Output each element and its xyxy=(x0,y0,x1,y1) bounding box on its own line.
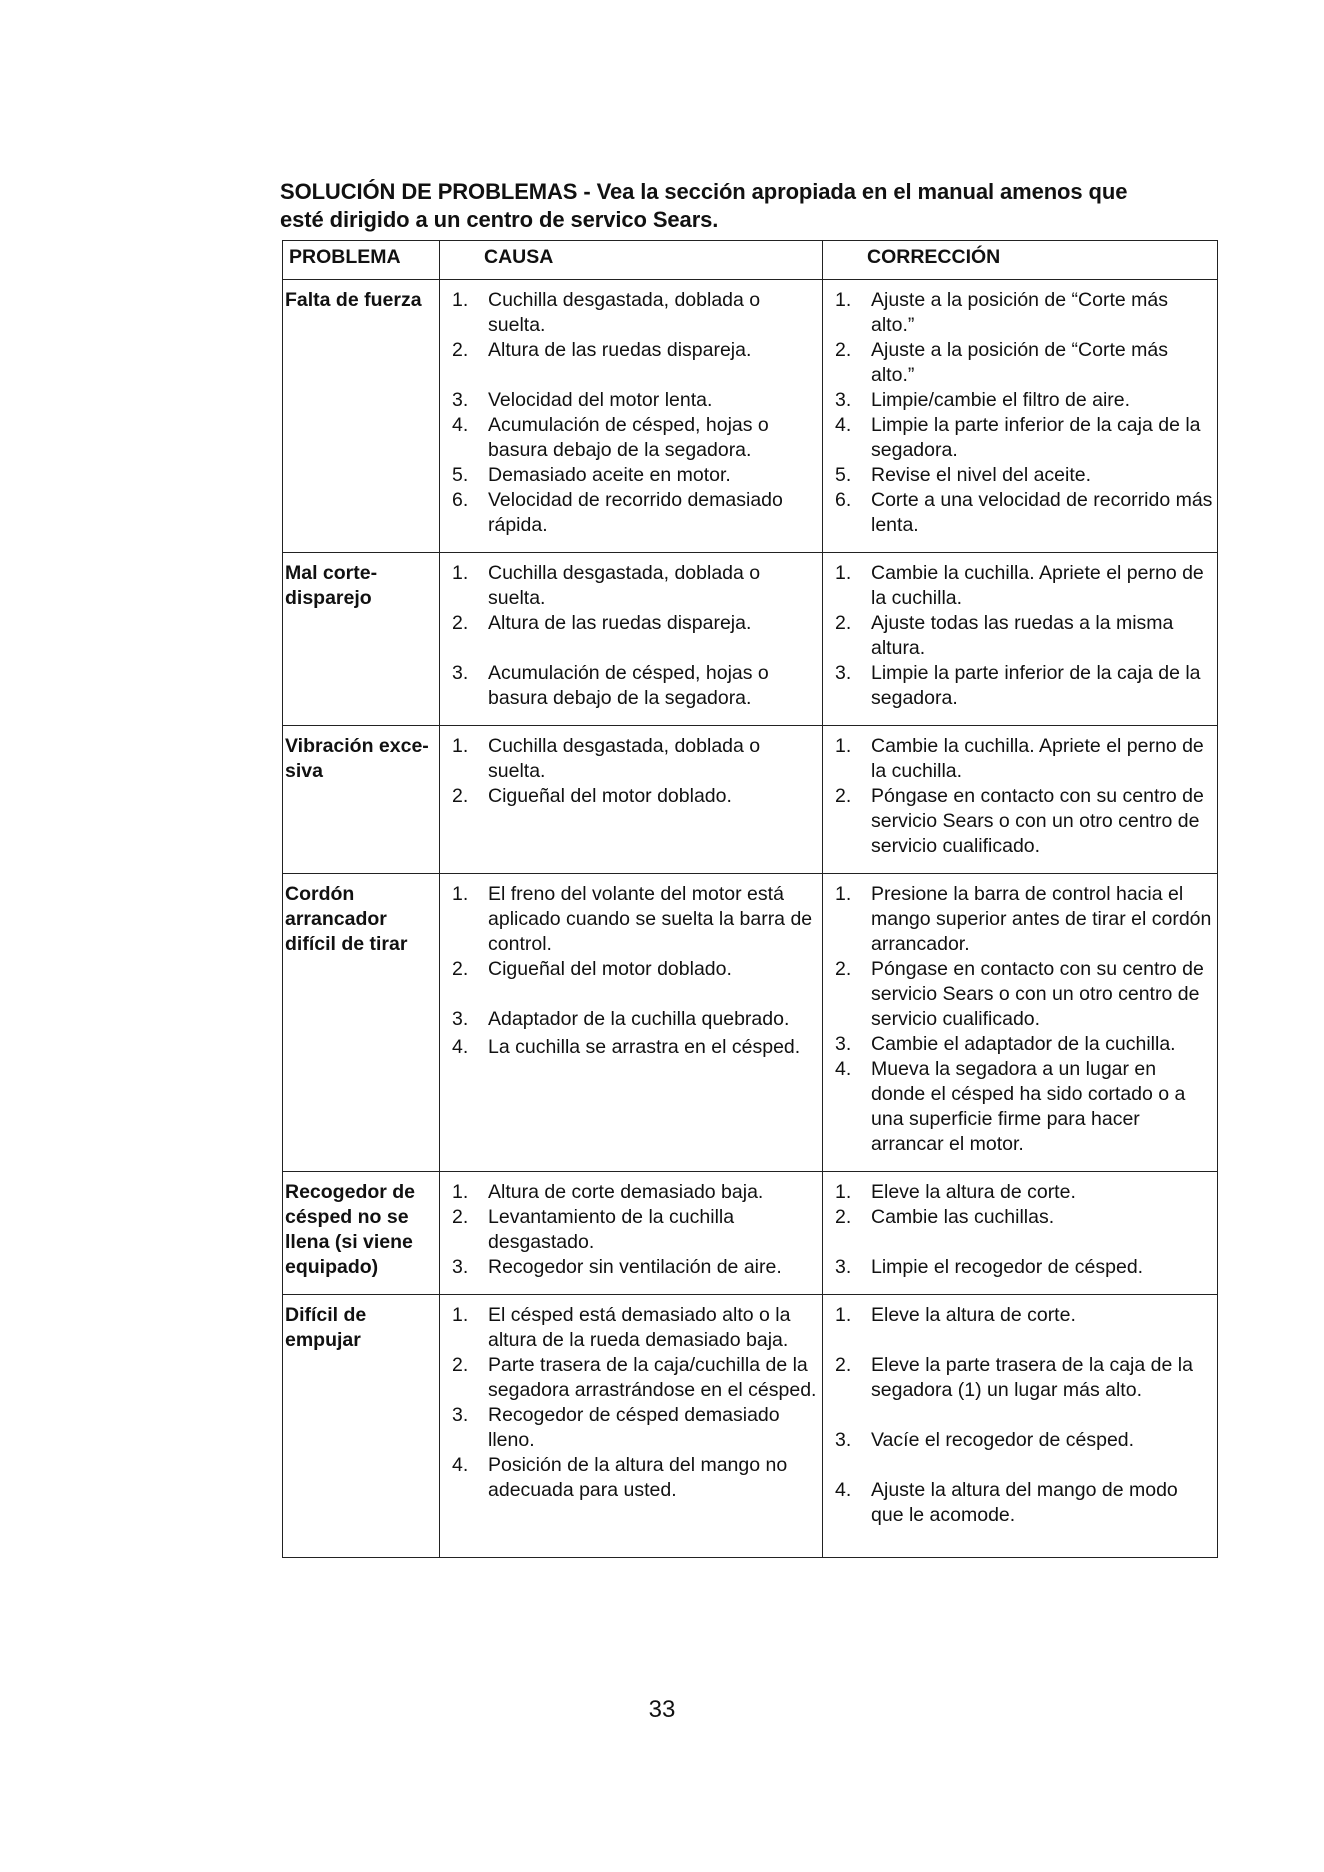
correction-item-number: 2. xyxy=(835,612,852,634)
cause-item xyxy=(444,388,818,413)
cause-item-number: 5. xyxy=(452,464,469,486)
cause-item-number: 1. xyxy=(452,735,469,757)
problem-cell: Falta de fuerza xyxy=(283,280,440,553)
cause-item xyxy=(444,1353,818,1403)
cause-item-number: 4. xyxy=(452,414,469,436)
cause-cell xyxy=(440,553,823,726)
correction-item-text: Corte a una velocidad de recorrido más lenta. xyxy=(871,489,1213,536)
cause-item-number: 2. xyxy=(452,612,469,634)
correction-item-text: Ajuste todas las ruedas a la misma altura. xyxy=(871,612,1174,659)
correction-item-text: Eleve la altura de corte. xyxy=(871,1181,1076,1203)
correction-item xyxy=(827,1205,1213,1230)
correction-item-number: 1. xyxy=(835,1304,852,1326)
correction-list xyxy=(827,288,1213,538)
cause-item-text: Acumulación de césped, hojas o basura debajo de la segadora. xyxy=(488,414,769,461)
cause-list xyxy=(444,1303,818,1503)
correction-item-text: Cambie el adaptador de la cuchilla. xyxy=(871,1033,1176,1055)
cause-item-number: 3. xyxy=(452,1256,469,1278)
correction-list xyxy=(827,561,1213,711)
cause-item-number: 2. xyxy=(452,1206,469,1228)
header-cause: CAUSA xyxy=(440,241,823,280)
correction-item xyxy=(827,488,1213,538)
correction-item xyxy=(827,611,1213,661)
correction-item xyxy=(827,388,1213,413)
cause-item xyxy=(444,561,818,611)
title-line-1: SOLUCIÓN DE PROBLEMAS - Vea la sección apropiada en el manual amenos que xyxy=(280,179,1128,204)
correction-item xyxy=(827,1180,1213,1205)
cause-item-text: Altura de corte demasiado baja. xyxy=(488,1181,764,1203)
correction-item xyxy=(827,561,1213,611)
cause-item-number: 1. xyxy=(452,1181,469,1203)
correction-item-text: Limpie el recogedor de césped. xyxy=(871,1256,1144,1278)
correction-item-number: 1. xyxy=(835,289,852,311)
cause-item-text: Altura de las ruedas dispareja. xyxy=(488,339,752,361)
table-header-row xyxy=(283,241,1218,280)
cause-item-text: Cigueñal del motor doblado. xyxy=(488,958,732,980)
correction-item xyxy=(827,1428,1213,1453)
cause-item-text: Recogedor de césped demasiado lleno. xyxy=(488,1404,780,1451)
cause-item xyxy=(444,661,818,711)
correction-item-text: Revise el nivel del aceite. xyxy=(871,464,1092,486)
correction-item-number: 2. xyxy=(835,785,852,807)
cause-item-text: La cuchilla se arrastra en el césped. xyxy=(488,1036,801,1058)
cause-cell xyxy=(440,1295,823,1558)
header-problem: PROBLEMA xyxy=(283,241,440,280)
correction-item xyxy=(827,1032,1213,1057)
cause-item-number: 1. xyxy=(452,1304,469,1326)
correction-item-number: 3. xyxy=(835,389,852,411)
correction-cell xyxy=(823,553,1218,726)
correction-item-text: Limpie la parte inferior de la caja de la segadora. xyxy=(871,662,1201,709)
correction-item-number: 2. xyxy=(835,958,852,980)
cause-item-text: Recogedor sin ventilación de aire. xyxy=(488,1256,782,1278)
cause-item-text: Altura de las ruedas dispareja. xyxy=(488,612,752,634)
cause-item-number: 1. xyxy=(452,289,469,311)
correction-item xyxy=(827,957,1213,1032)
cause-item-number: 4. xyxy=(452,1036,469,1058)
correction-item xyxy=(827,1353,1213,1403)
problem-cell: Recogedor de césped no se llena (si viene equipado) xyxy=(283,1172,440,1295)
table-row xyxy=(283,553,1218,726)
problem-cell: Difícil de empujar xyxy=(283,1295,440,1558)
cause-item-text: Posición de la altura del mango no adecuada para usted. xyxy=(488,1454,788,1501)
header-correction: CORRECCIÓN xyxy=(823,241,1218,280)
cause-cell xyxy=(440,280,823,553)
correction-item xyxy=(827,784,1213,859)
correction-item-number: 4. xyxy=(835,414,852,436)
table-row xyxy=(283,1172,1218,1295)
cause-item xyxy=(444,463,818,488)
cause-item xyxy=(444,1007,818,1032)
cause-item xyxy=(444,1453,818,1503)
cause-item-number: 1. xyxy=(452,562,469,584)
cause-item-text: Levantamiento de la cuchilla desgastado. xyxy=(488,1206,735,1253)
problem-cell: Vibración exce- siva xyxy=(283,726,440,874)
cause-item-number: 2. xyxy=(452,1354,469,1376)
correction-item-text: Ajuste a la posición de “Corte más alto.” xyxy=(871,289,1168,336)
cause-item-text: Adaptador de la cuchilla quebrado. xyxy=(488,1008,790,1030)
correction-item-text: Ajuste a la posición de “Corte más alto.” xyxy=(871,339,1168,386)
correction-item xyxy=(827,661,1213,711)
cause-item xyxy=(444,1303,818,1353)
correction-item xyxy=(827,882,1213,957)
correction-cell xyxy=(823,1172,1218,1295)
cause-item-number: 3. xyxy=(452,662,469,684)
correction-item-text: Cambie la cuchilla. Apriete el perno de la cuchilla. xyxy=(871,735,1204,782)
table-row xyxy=(283,1295,1218,1558)
cause-item-text: Parte trasera de la caja/cuchilla de la segadora arrastrándose en el césped. xyxy=(488,1354,817,1401)
cause-item xyxy=(444,1255,818,1280)
correction-item-text: Cambie la cuchilla. Apriete el perno de la cuchilla. xyxy=(871,562,1204,609)
cause-item-text: Cuchilla desgastada, doblada o suelta. xyxy=(488,289,761,336)
table-row xyxy=(283,280,1218,553)
correction-item-number: 2. xyxy=(835,1206,852,1228)
correction-cell xyxy=(823,280,1218,553)
cause-item xyxy=(444,1205,818,1255)
troubleshooting-table xyxy=(282,240,1218,1558)
cause-list xyxy=(444,561,818,711)
correction-item-number: 1. xyxy=(835,1181,852,1203)
cause-item-number: 3. xyxy=(452,1008,469,1030)
table-row xyxy=(283,726,1218,874)
page-title xyxy=(280,178,1230,234)
cause-cell xyxy=(440,1172,823,1295)
correction-item-number: 2. xyxy=(835,339,852,361)
correction-item-number: 3. xyxy=(835,1429,852,1451)
correction-item-text: Mueva la segadora a un lugar en donde el césped ha sido cortado o a una superficie firme para hacer arrancar el motor. xyxy=(871,1058,1186,1155)
cause-item xyxy=(444,882,818,957)
cause-item xyxy=(444,413,818,463)
correction-item xyxy=(827,734,1213,784)
correction-cell xyxy=(823,1295,1218,1558)
cause-item-text: Velocidad de recorrido demasiado rápida. xyxy=(488,489,783,536)
cause-list xyxy=(444,1180,818,1280)
correction-list xyxy=(827,1303,1213,1528)
cause-item-number: 3. xyxy=(452,1404,469,1426)
cause-item-number: 6. xyxy=(452,489,469,511)
correction-list xyxy=(827,882,1213,1157)
cause-item xyxy=(444,288,818,338)
cause-item-text: Cuchilla desgastada, doblada o suelta. xyxy=(488,562,761,609)
correction-item-text: Eleve la altura de corte. xyxy=(871,1304,1076,1326)
cause-cell xyxy=(440,726,823,874)
correction-item xyxy=(827,1478,1213,1528)
correction-item-text: Ajuste la altura del mango de modo que le acomode. xyxy=(871,1479,1178,1526)
correction-item xyxy=(827,338,1213,388)
cause-item xyxy=(444,1180,818,1205)
cause-item-text: Cigueñal del motor doblado. xyxy=(488,785,732,807)
cause-item-text: Acumulación de césped, hojas o basura debajo de la segadora. xyxy=(488,662,769,709)
cause-item-text: Velocidad del motor lenta. xyxy=(488,389,713,411)
table-body xyxy=(283,280,1218,1558)
correction-item-number: 4. xyxy=(835,1479,852,1501)
correction-item-text: Cambie las cuchillas. xyxy=(871,1206,1055,1228)
correction-item xyxy=(827,1057,1213,1157)
title-line-2: esté dirigido a un centro de servico Sears. xyxy=(280,207,719,232)
correction-item-text: Limpie la parte inferior de la caja de la segadora. xyxy=(871,414,1201,461)
correction-item-number: 1. xyxy=(835,562,852,584)
cause-item-number: 2. xyxy=(452,339,469,361)
correction-item xyxy=(827,463,1213,488)
correction-list xyxy=(827,1180,1213,1280)
cause-item-text: El freno del volante del motor está aplicado cuando se suelta la barra de control. xyxy=(488,883,813,955)
correction-item-number: 3. xyxy=(835,662,852,684)
correction-list xyxy=(827,734,1213,859)
cause-item xyxy=(444,611,818,636)
cause-list xyxy=(444,882,818,1060)
correction-item-number: 3. xyxy=(835,1256,852,1278)
problem-cell: Mal corte- disparejo xyxy=(283,553,440,726)
correction-item-text: Eleve la parte trasera de la caja de la segadora (1) un lugar más alto. xyxy=(871,1354,1193,1401)
correction-item-text: Limpie/cambie el filtro de aire. xyxy=(871,389,1131,411)
cause-item xyxy=(444,1035,818,1060)
correction-item xyxy=(827,1303,1213,1328)
correction-item-number: 1. xyxy=(835,883,852,905)
cause-item xyxy=(444,1403,818,1453)
cause-item xyxy=(444,338,818,363)
correction-cell xyxy=(823,874,1218,1172)
correction-item-number: 2. xyxy=(835,1354,852,1376)
cause-cell xyxy=(440,874,823,1172)
correction-item-number: 1. xyxy=(835,735,852,757)
cause-item xyxy=(444,488,818,538)
page-number: 33 xyxy=(648,1696,676,1723)
cause-item xyxy=(444,784,818,809)
correction-item-number: 3. xyxy=(835,1033,852,1055)
correction-item-number: 4. xyxy=(835,1058,852,1080)
cause-item-text: Demasiado aceite en motor. xyxy=(488,464,731,486)
correction-cell xyxy=(823,726,1218,874)
table-row xyxy=(283,874,1218,1172)
correction-item-text: Póngase en contacto con su centro de servicio Sears o con un otro centro de servicio cualificado. xyxy=(871,958,1204,1030)
cause-item-number: 3. xyxy=(452,389,469,411)
correction-item-text: Póngase en contacto con su centro de servicio Sears o con un otro centro de servicio cualificado. xyxy=(871,785,1204,857)
correction-item xyxy=(827,288,1213,338)
cause-list xyxy=(444,288,818,538)
problem-cell: Cordón arrancador difícil de tirar xyxy=(283,874,440,1172)
correction-item-number: 5. xyxy=(835,464,852,486)
cause-item xyxy=(444,734,818,784)
cause-item-number: 2. xyxy=(452,958,469,980)
cause-item-text: Cuchilla desgastada, doblada o suelta. xyxy=(488,735,761,782)
cause-list xyxy=(444,734,818,809)
correction-item-text: Presione la barra de control hacia el mango superior antes de tirar el cordón arrancador. xyxy=(871,883,1212,955)
cause-item-number: 4. xyxy=(452,1454,469,1476)
correction-item-number: 6. xyxy=(835,489,852,511)
correction-item xyxy=(827,413,1213,463)
cause-item-number: 2. xyxy=(452,785,469,807)
cause-item xyxy=(444,957,818,982)
cause-item-number: 1. xyxy=(452,883,469,905)
cause-item-text: El césped está demasiado alto o la altura de la rueda demasiado baja. xyxy=(488,1304,791,1351)
correction-item xyxy=(827,1255,1213,1280)
correction-item-text: Vacíe el recogedor de césped. xyxy=(871,1429,1135,1451)
